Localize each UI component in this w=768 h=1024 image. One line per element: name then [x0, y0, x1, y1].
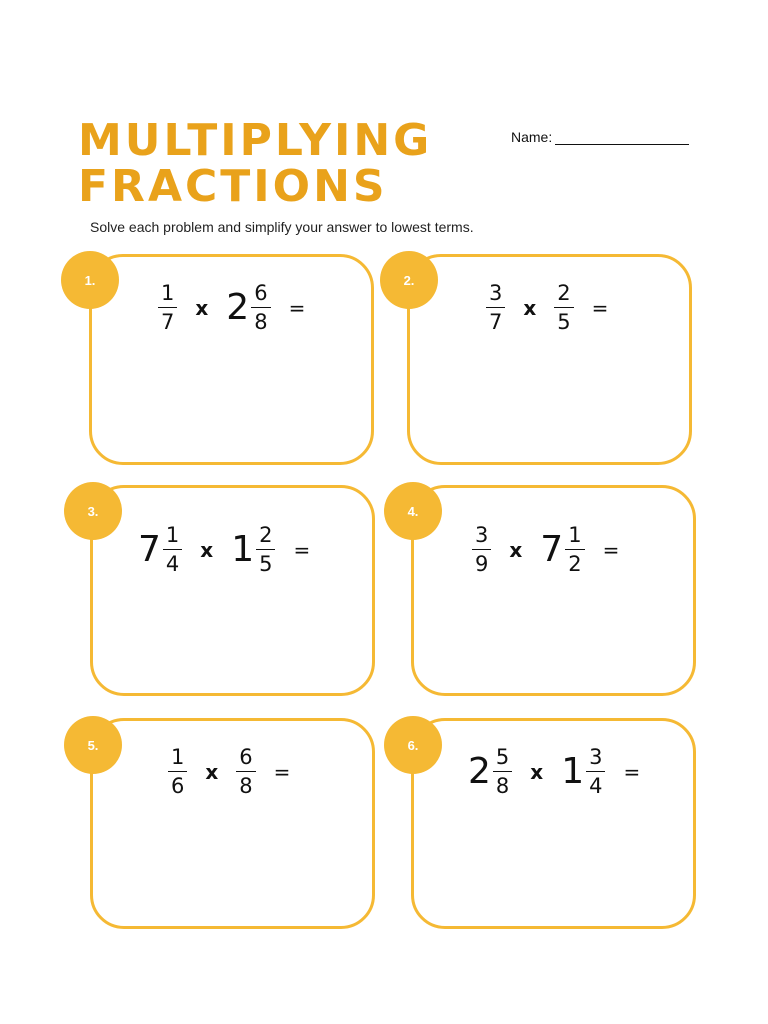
problem-badge-4: 4. — [384, 482, 442, 540]
numerator: 3 — [475, 523, 489, 547]
numerator: 2 — [259, 523, 273, 547]
denominator: 5 — [259, 552, 273, 576]
denominator: 6 — [171, 774, 185, 798]
equals-sign: = — [293, 537, 311, 562]
numerator: 6 — [239, 745, 253, 769]
numerator: 1 — [165, 523, 180, 547]
equals-sign: = — [273, 759, 291, 784]
whole-number: 7 — [540, 528, 564, 570]
name-field — [511, 129, 689, 145]
problem-expression-4 — [472, 524, 619, 575]
denominator: 9 — [475, 552, 489, 576]
fraction — [163, 524, 182, 575]
problem-card-4 — [411, 485, 696, 696]
numerator: 2 — [557, 281, 571, 305]
mixed-number — [231, 524, 275, 575]
denominator: 4 — [165, 552, 180, 576]
equals-sign: = — [288, 295, 306, 320]
multiply-sign: x — [523, 295, 537, 320]
multiply-sign: x — [205, 759, 219, 784]
problem-badge-5: 5. — [64, 716, 122, 774]
mixed-number — [561, 746, 605, 797]
problem-badge-1: 1. — [61, 251, 119, 309]
fraction — [486, 282, 505, 333]
mixed-number — [138, 524, 182, 575]
problem-expression-5 — [168, 746, 290, 797]
problem-badge-6: 6. — [384, 716, 442, 774]
mixed-number — [540, 524, 584, 575]
denominator: 8 — [254, 310, 268, 334]
equals-sign: = — [602, 537, 620, 562]
title-line-1: MULTIPLYING — [78, 115, 433, 166]
multiply-sign: x — [530, 759, 544, 784]
denominator: 7 — [161, 310, 175, 334]
whole-number: 2 — [468, 750, 491, 792]
numerator: 5 — [495, 745, 510, 769]
multiply-sign: x — [200, 537, 214, 562]
fraction — [158, 282, 177, 333]
denominator: 8 — [239, 774, 253, 798]
problem-expression-6 — [468, 746, 640, 797]
whole-number: 1 — [561, 750, 585, 792]
worksheet-title — [78, 115, 433, 212]
numerator: 1 — [171, 745, 185, 769]
instructions: Solve each problem and simplify your answer to lowest terms. — [90, 219, 474, 235]
title-line-2: FRACTIONS — [78, 161, 388, 212]
problem-badge-3: 3. — [64, 482, 122, 540]
denominator: 4 — [589, 774, 603, 798]
equals-sign: = — [623, 759, 641, 784]
numerator: 3 — [589, 745, 603, 769]
fraction — [472, 524, 491, 575]
multiply-sign: x — [195, 295, 209, 320]
denominator: 2 — [568, 552, 582, 576]
name-blank-line — [555, 130, 689, 145]
multiply-sign: x — [509, 537, 523, 562]
numerator: 3 — [489, 281, 503, 305]
problem-card-3 — [90, 485, 375, 696]
numerator: 1 — [568, 523, 582, 547]
problem-badge-2: 2. — [380, 251, 438, 309]
equals-sign: = — [591, 295, 609, 320]
numerator: 6 — [254, 281, 268, 305]
whole-number: 1 — [231, 528, 255, 570]
fraction — [168, 746, 187, 797]
whole-number: 7 — [138, 528, 161, 570]
fraction — [493, 746, 512, 797]
numerator: 1 — [161, 281, 175, 305]
fraction — [554, 282, 573, 333]
problem-expression-1 — [158, 282, 305, 333]
denominator: 7 — [489, 310, 503, 334]
name-label: Name: — [511, 129, 553, 145]
whole-number: 2 — [226, 286, 250, 328]
mixed-number — [226, 282, 270, 333]
fraction — [256, 524, 275, 575]
fraction — [586, 746, 605, 797]
problem-expression-2 — [486, 282, 608, 333]
denominator: 5 — [557, 310, 571, 334]
denominator: 8 — [495, 774, 510, 798]
fraction — [251, 282, 270, 333]
mixed-number — [468, 746, 512, 797]
fraction — [236, 746, 255, 797]
problem-expression-3 — [138, 524, 310, 575]
fraction — [565, 524, 584, 575]
